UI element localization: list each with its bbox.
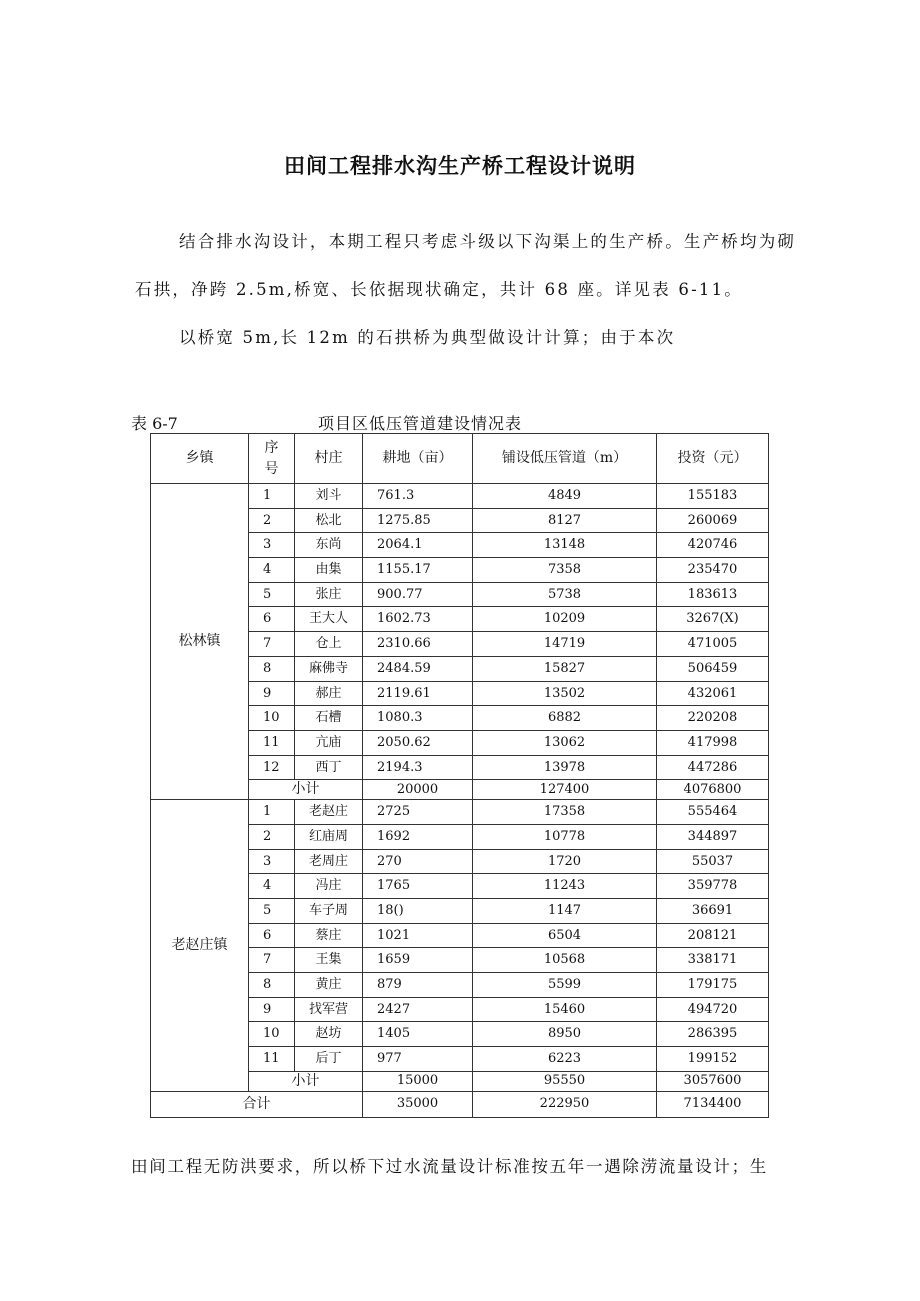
farmland-value: 2427 — [363, 997, 473, 1022]
row-index: 3 — [249, 533, 295, 558]
row-index: 10 — [249, 1022, 295, 1047]
header-index: 序号 — [249, 434, 295, 484]
investment-value: 183613 — [657, 582, 769, 607]
row-index: 5 — [249, 582, 295, 607]
farmland-value: 1602.73 — [363, 607, 473, 632]
pipeline-value: 15460 — [473, 997, 657, 1022]
header-town: 乡镇 — [151, 434, 249, 484]
pipeline-value: 1720 — [473, 849, 657, 874]
farmland-value: 1021 — [363, 923, 473, 948]
investment-value: 432061 — [657, 681, 769, 706]
village-name: 由集 — [295, 558, 363, 583]
subtotal-pipeline: 127400 — [473, 780, 657, 800]
farmland-value: 1765 — [363, 874, 473, 899]
subtotal-farmland: 20000 — [363, 780, 473, 800]
row-index: 4 — [249, 558, 295, 583]
investment-value: 447286 — [657, 755, 769, 780]
pipeline-value: 8950 — [473, 1022, 657, 1047]
pipeline-value: 13148 — [473, 533, 657, 558]
paragraph-2 — [135, 324, 795, 348]
investment-value: 260069 — [657, 508, 769, 533]
farmland-value: 1659 — [363, 948, 473, 973]
investment-value: 235470 — [657, 558, 769, 583]
total-row — [151, 1091, 769, 1117]
row-index: 4 — [249, 874, 295, 899]
village-name: 张庄 — [295, 582, 363, 607]
farmland-value: 18() — [363, 899, 473, 924]
farmland-value: 2119.61 — [363, 681, 473, 706]
row-index: 1 — [249, 800, 295, 825]
paragraph-text: 以桥宽 5m,长 12m 的石拱桥为典型做设计计算；由于本次 — [179, 328, 676, 347]
investment-value: 286395 — [657, 1022, 769, 1047]
farmland-value: 1080.3 — [363, 706, 473, 731]
village-name: 后丁 — [295, 1047, 363, 1072]
village-name: 郝庄 — [295, 681, 363, 706]
pipeline-value: 5738 — [473, 582, 657, 607]
row-index: 11 — [249, 1047, 295, 1072]
header-village: 村庄 — [295, 434, 363, 484]
header-pipeline: 铺设低压管道（m） — [473, 434, 657, 484]
row-index: 11 — [249, 730, 295, 755]
village-name: 王大人 — [295, 607, 363, 632]
investment-value: 555464 — [657, 800, 769, 825]
farmland-value: 2194.3 — [363, 755, 473, 780]
village-name: 车子周 — [295, 899, 363, 924]
total-investment: 7134400 — [657, 1091, 769, 1117]
pipeline-value: 13062 — [473, 730, 657, 755]
total-label: 合计 — [151, 1091, 363, 1117]
row-index: 9 — [249, 681, 295, 706]
town-cell: 松林镇 — [151, 484, 249, 800]
investment-value: 417998 — [657, 730, 769, 755]
village-name: 仓上 — [295, 632, 363, 657]
subtotal-pipeline: 95550 — [473, 1071, 657, 1091]
village-name: 西丁 — [295, 755, 363, 780]
farmland-value: 761.3 — [363, 484, 473, 509]
row-index: 6 — [249, 607, 295, 632]
village-name: 松北 — [295, 508, 363, 533]
town-cell: 老赵庄镇 — [151, 800, 249, 1092]
row-index: 8 — [249, 973, 295, 998]
pipeline-table — [150, 433, 769, 1118]
village-name: 蔡庄 — [295, 923, 363, 948]
row-index: 1 — [249, 484, 295, 509]
pipeline-value: 11243 — [473, 874, 657, 899]
farmland-value: 2310.66 — [363, 632, 473, 657]
pipeline-value: 4849 — [473, 484, 657, 509]
farmland-value: 1692 — [363, 824, 473, 849]
row-index: 6 — [249, 923, 295, 948]
header-farmland: 耕地（亩） — [363, 434, 473, 484]
investment-value: 220208 — [657, 706, 769, 731]
row-index: 8 — [249, 656, 295, 681]
investment-value: 179175 — [657, 973, 769, 998]
village-name: 赵坊 — [295, 1022, 363, 1047]
pipeline-value: 1147 — [473, 899, 657, 924]
total-farmland: 35000 — [363, 1091, 473, 1117]
farmland-value: 900.77 — [363, 582, 473, 607]
investment-value: 3267(X) — [657, 607, 769, 632]
row-index: 5 — [249, 899, 295, 924]
bottom-paragraph: 田间工程无防洪要求，所以桥下过水流量设计标准按五年一遇除涝流量设计；生 — [131, 1157, 768, 1176]
pipeline-value: 17358 — [473, 800, 657, 825]
farmland-value: 1405 — [363, 1022, 473, 1047]
investment-value: 420746 — [657, 533, 769, 558]
subtotal-label: 小计 — [249, 1071, 363, 1091]
pipeline-value: 15827 — [473, 656, 657, 681]
paragraph-1-line-2: 石拱，净跨 2.5m,桥宽、长依据现状确定，共计 68 座。详见表 6-11。 — [135, 280, 743, 299]
subtotal-investment: 3057600 — [657, 1071, 769, 1091]
farmland-value: 1155.17 — [363, 558, 473, 583]
village-name: 老周庄 — [295, 849, 363, 874]
investment-value: 155183 — [657, 484, 769, 509]
farmland-value: 2050.62 — [363, 730, 473, 755]
row-index: 2 — [249, 824, 295, 849]
page-title: 田间工程排水沟生产桥工程设计说明 — [284, 154, 636, 178]
row-index: 10 — [249, 706, 295, 731]
investment-value: 208121 — [657, 923, 769, 948]
pipeline-value: 6882 — [473, 706, 657, 731]
total-pipeline: 222950 — [473, 1091, 657, 1117]
village-name: 红庙周 — [295, 824, 363, 849]
farmland-value: 2064.1 — [363, 533, 473, 558]
pipeline-value: 6223 — [473, 1047, 657, 1072]
subtotal-farmland: 15000 — [363, 1071, 473, 1091]
pipeline-value: 5599 — [473, 973, 657, 998]
pipeline-value: 10568 — [473, 948, 657, 973]
pipeline-value: 14719 — [473, 632, 657, 657]
pipeline-value: 10778 — [473, 824, 657, 849]
village-name: 刘斗 — [295, 484, 363, 509]
village-name: 亢庙 — [295, 730, 363, 755]
village-name: 冯庄 — [295, 874, 363, 899]
village-name: 王集 — [295, 948, 363, 973]
row-index: 3 — [249, 849, 295, 874]
pipeline-value: 13978 — [473, 755, 657, 780]
paragraph-1-line-1 — [135, 228, 795, 252]
farmland-value: 977 — [363, 1047, 473, 1072]
investment-value: 471005 — [657, 632, 769, 657]
investment-value: 506459 — [657, 656, 769, 681]
investment-value: 494720 — [657, 997, 769, 1022]
row-index: 9 — [249, 997, 295, 1022]
investment-value: 199152 — [657, 1047, 769, 1072]
row-index: 2 — [249, 508, 295, 533]
row-index: 12 — [249, 755, 295, 780]
farmland-value: 879 — [363, 973, 473, 998]
header-investment: 投资（元） — [657, 434, 769, 484]
row-index: 7 — [249, 632, 295, 657]
paragraph-text: 结合排水沟设计，本期工程只考虑斗级以下沟渠上的生产桥。生产桥均为砌 — [179, 232, 797, 251]
investment-value: 359778 — [657, 874, 769, 899]
village-name: 东尚 — [295, 533, 363, 558]
subtotal-investment: 4076800 — [657, 780, 769, 800]
subtotal-label: 小计 — [249, 780, 363, 800]
table-header-row — [151, 434, 769, 484]
village-name: 找军营 — [295, 997, 363, 1022]
pipeline-value: 10209 — [473, 607, 657, 632]
table-row — [151, 484, 769, 509]
pipeline-value: 8127 — [473, 508, 657, 533]
table-row — [151, 800, 769, 825]
farmland-value: 1275.85 — [363, 508, 473, 533]
village-name: 石槽 — [295, 706, 363, 731]
pipeline-value: 13502 — [473, 681, 657, 706]
village-name: 老赵庄 — [295, 800, 363, 825]
investment-value: 344897 — [657, 824, 769, 849]
pipeline-value: 6504 — [473, 923, 657, 948]
village-name: 麻佛寺 — [295, 656, 363, 681]
table-title: 项目区低压管道建设情况表 — [318, 414, 523, 433]
farmland-value: 2725 — [363, 800, 473, 825]
investment-value: 338171 — [657, 948, 769, 973]
table-number: 表 6-7 — [131, 414, 178, 433]
village-name: 黄庄 — [295, 973, 363, 998]
farmland-value: 2484.59 — [363, 656, 473, 681]
investment-value: 55037 — [657, 849, 769, 874]
pipeline-value: 7358 — [473, 558, 657, 583]
farmland-value: 270 — [363, 849, 473, 874]
investment-value: 36691 — [657, 899, 769, 924]
row-index: 7 — [249, 948, 295, 973]
